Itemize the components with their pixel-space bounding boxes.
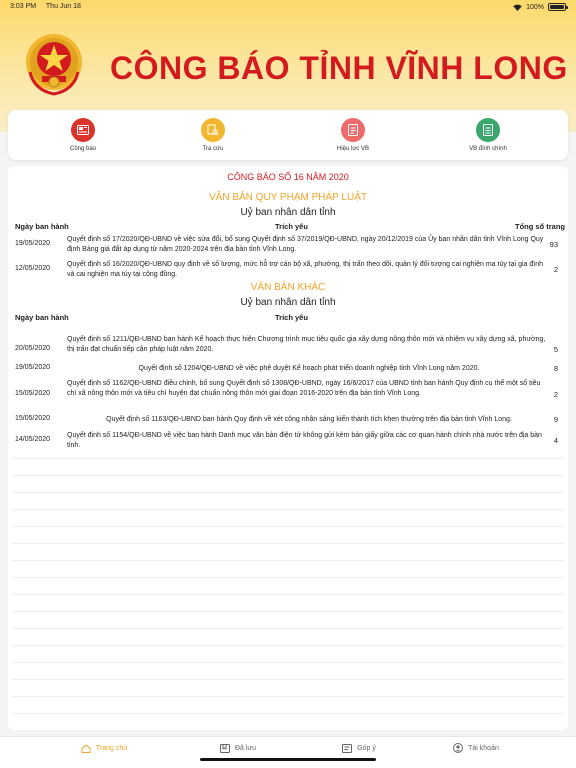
column-header-pages: Tổng số trang xyxy=(515,222,565,231)
row-divider xyxy=(12,475,564,476)
menu-label: VB đính chính xyxy=(469,146,507,152)
feedback-icon xyxy=(342,744,352,753)
menu-hieu-luc[interactable] xyxy=(298,118,408,152)
issue-content-card xyxy=(8,166,568,730)
row-pages: 8 xyxy=(553,364,558,373)
status-time: 3:03 PM xyxy=(10,3,37,10)
column-header-summary: Trích yếu xyxy=(275,222,308,231)
row-date: 20/05/2020 xyxy=(15,345,51,352)
tab-label: Tài khoản xyxy=(468,744,499,752)
tab-label: Trang chủ xyxy=(95,744,128,752)
row-summary: Quyết định số 1154/QĐ-UBND về việc ban hành Danh mục văn bản điện tử không gửi kèm bản giấy giữa các cơ quan hành chính nhà nước trên địa bàn tỉnh. xyxy=(67,432,542,449)
tab-label: Đã lưu xyxy=(234,744,257,752)
section-title: VĂN BẢN QUY PHẠM PHÁP LUẬT xyxy=(208,192,367,203)
status-date: Thu Jun 18 xyxy=(45,3,81,10)
organization-name: Uỷ ban nhân dân tỉnh xyxy=(240,297,336,308)
bookmark-icon xyxy=(220,744,230,753)
row-divider xyxy=(12,577,564,578)
row-divider xyxy=(12,458,564,459)
row-date: 19/05/2020 xyxy=(15,240,51,247)
row-divider xyxy=(12,492,564,493)
account-icon xyxy=(453,743,463,753)
row-date: 14/05/2020 xyxy=(15,436,51,443)
row-pages: 5 xyxy=(553,345,558,354)
row-summary: Quyết định số 16/2020/QĐ-UBND quy định về số lượng, mức hỗ trợ cán bộ xã, phường, thị trấn theo dõi, quản lý đối tượng cai nghiện ma túy tại gia đình và cai nghiện ma túy tại cộng đồng. xyxy=(67,261,544,278)
row-date: 12/05/2020 xyxy=(15,265,51,272)
row-summary: Quyết định số 1211/QĐ-UBND ban hành Kế hoạch thực hiện Chương trình mục tiêu quốc gia xây dựng nông thôn mới và nhiệm vụ xây dựng xã, phường, thị trấn đạt chuẩn tiếp cận pháp luật năm 2020. xyxy=(67,336,546,353)
row-divider xyxy=(12,611,564,612)
tab-account[interactable] xyxy=(404,741,548,755)
menu-label: Công báo xyxy=(69,146,97,152)
column-header-summary: Trích yếu xyxy=(275,313,308,322)
row-divider xyxy=(12,645,564,646)
row-summary: Quyết định số 1204/QĐ-UBND về việc phê duyệt Kế hoạch phát triển doanh nghiệp tỉnh Vĩnh Long năm 2020. xyxy=(138,365,480,372)
tab-home[interactable] xyxy=(32,741,176,755)
row-divider xyxy=(12,543,564,544)
issue-title: CÔNG BÁO SỐ 16 NĂM 2020 xyxy=(227,172,349,182)
edit-doc-icon xyxy=(476,118,500,142)
row-date: 15/05/2020 xyxy=(15,415,51,422)
home-icon xyxy=(81,744,91,753)
row-divider xyxy=(12,713,564,714)
row-divider xyxy=(12,526,564,527)
row-summary: Quyết định số 1163/QĐ-UBND ban hành Quy định về xét công nhận sáng kiến thành tích khen thưởng trên địa bàn tỉnh Vĩnh Long. xyxy=(106,416,512,423)
row-divider xyxy=(12,509,564,510)
section-title: VĂN BẢN KHÁC xyxy=(250,282,326,293)
document-icon xyxy=(341,118,365,142)
menu-tra-cuu[interactable] xyxy=(158,118,268,152)
status-bar xyxy=(0,0,576,14)
row-summary: Quyết định số 17/2020/QĐ-UBND về việc sửa đổi, bổ sung Quyết định số 37/2019/QĐ-UBND, ngày 20/12/2019 của Ủy ban nhân dân tỉnh Vĩnh Long Quy định Bảng giá đất áp dụng từ năm 2020-2024 trên địa bàn tỉnh Vĩnh Long. xyxy=(67,236,544,253)
battery-percent: 100% xyxy=(526,3,544,11)
wifi-icon xyxy=(513,4,522,11)
row-divider xyxy=(12,628,564,629)
row-divider xyxy=(12,679,564,680)
menu-label: Tra cứu xyxy=(202,146,224,152)
menu-dinh-chinh[interactable] xyxy=(433,118,543,152)
column-header-date: Ngày ban hành xyxy=(15,222,69,231)
row-pages: 2 xyxy=(553,265,558,274)
bottom-tab-bar xyxy=(0,736,576,768)
home-indicator xyxy=(200,758,376,761)
battery-icon xyxy=(548,3,566,11)
row-pages: 2 xyxy=(553,390,558,399)
row-pages: 4 xyxy=(553,436,558,445)
app-title: CÔNG BÁO TỈNH VĨNH LONG xyxy=(110,50,568,86)
row-date: 19/05/2020 xyxy=(15,364,51,371)
newspaper-icon xyxy=(71,118,95,142)
row-pages: 9 xyxy=(553,415,558,424)
row-pages: 93 xyxy=(549,240,558,249)
search-doc-icon xyxy=(201,118,225,142)
column-header-date: Ngày ban hành xyxy=(15,313,69,322)
row-divider xyxy=(12,594,564,595)
organization-name: Uỷ ban nhân dân tỉnh xyxy=(240,207,336,218)
national-emblem-logo xyxy=(24,32,84,98)
row-summary: Quyết định số 1162/QĐ-UBND điều chỉnh, bổ sung Quyết định số 1308/QĐ-UBND, ngày 16/6/2017 của UBND tỉnh ban hành Quy định cụ thể một số tiêu chí xã nông thôn mới và tiêu chí huyện đạt chuẩn nông thôn mới giai đoạn 2016-2020 trên địa bàn tỉnh Vĩnh Long. xyxy=(67,380,541,397)
row-divider xyxy=(12,696,564,697)
row-divider xyxy=(12,662,564,663)
tab-label: Góp ý xyxy=(357,744,376,752)
menu-cong-bao[interactable] xyxy=(28,118,138,152)
menu-label: Hiệu lực VB xyxy=(336,146,370,152)
quick-menu xyxy=(8,110,568,160)
row-divider xyxy=(12,560,564,561)
row-date: 15/05/2020 xyxy=(15,390,51,397)
